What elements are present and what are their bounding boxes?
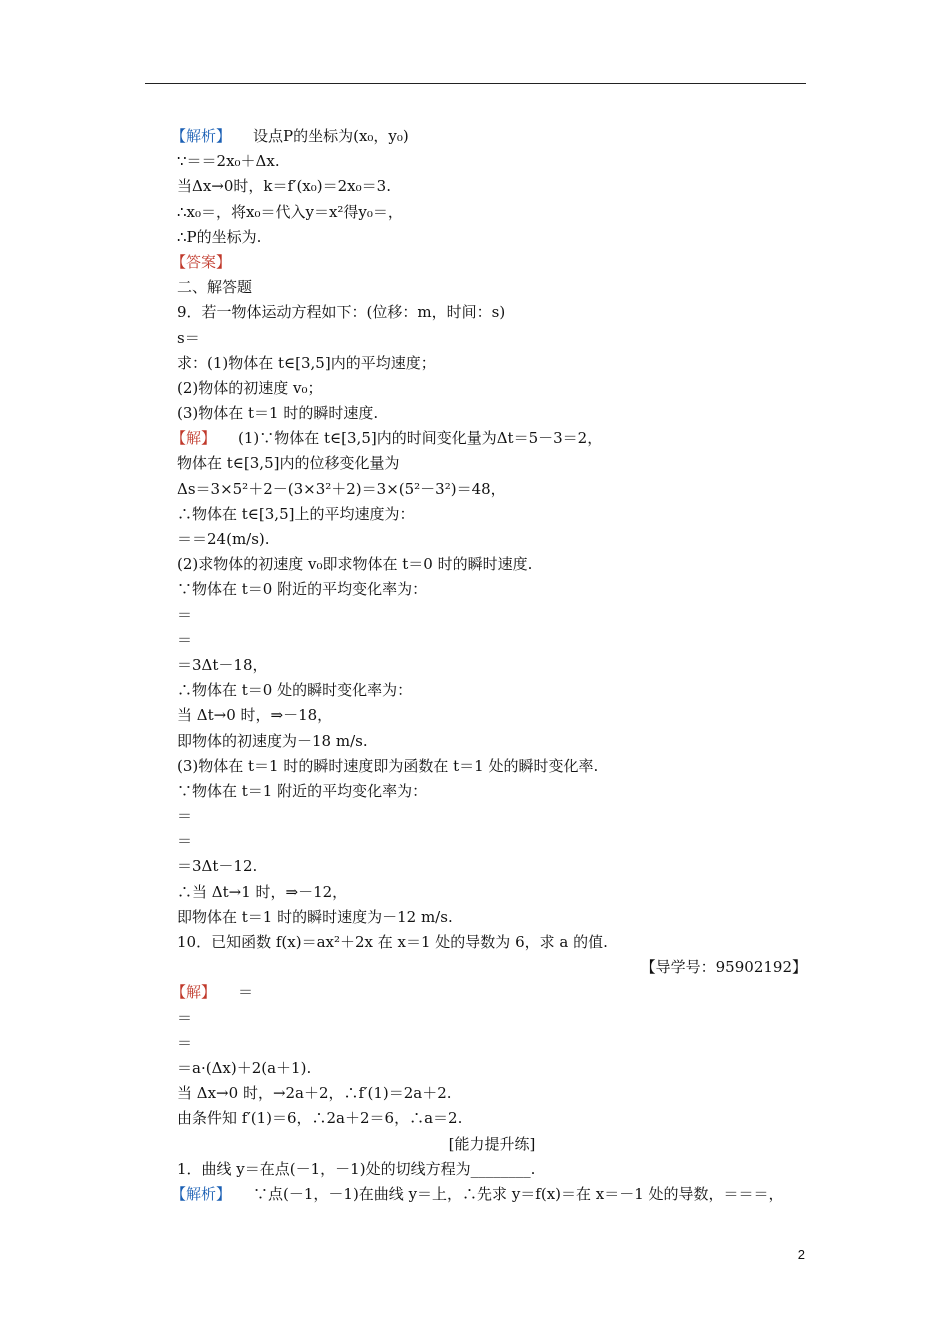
- line-text: 即物体的初速度为－18 m/s.: [177, 731, 368, 750]
- line-text: 物体在 t∈[3,5]内的位移变化量为: [177, 454, 400, 473]
- answer-tag: 【答案】: [171, 252, 232, 271]
- line-text: 由条件知 f′(1)＝6，∴2a＋2＝6，∴a＝2.: [177, 1109, 463, 1128]
- line-text: 10．已知函数 f(x)＝ax²＋2x 在 x＝1 处的导数为 6，求 a 的值.: [177, 933, 608, 951]
- line-text: ∵物体在 t＝1 附近的平均变化率为：: [177, 781, 428, 800]
- line-text: (1)∵物体在 t∈[3,5]内的时间变化量为Δt＝5－3＝2，: [238, 429, 603, 448]
- answer-tag: 【解】: [171, 429, 217, 448]
- line-text: ＝: [177, 605, 193, 624]
- text-line: [177, 225, 807, 250]
- text-line: [177, 854, 807, 879]
- line-text: (2)物体的初速度 v₀；: [177, 378, 323, 397]
- text-line: [177, 275, 807, 300]
- line-text: ∵点(－1，－1)在曲线 y＝上，∴先求 y＝f(x)＝在 x＝－1 处的导数，＝＝＝，: [253, 1184, 784, 1203]
- text-line: [177, 477, 807, 502]
- text-line: [177, 174, 807, 199]
- text-line: [177, 703, 807, 728]
- text-line: [177, 300, 807, 325]
- line-text: 9．若一物体运动方程如下：(位移：m，时间：s): [177, 303, 506, 322]
- line-text: (3)物体在 t＝1 时的瞬时速度即为函数在 t＝1 处的瞬时变化率.: [177, 756, 599, 775]
- line-text: ∴物体在 t∈[3,5]上的平均速度为：: [177, 504, 415, 523]
- line-text: ＝: [177, 807, 193, 826]
- text-line: [177, 779, 807, 804]
- line-text: 1．曲线 y＝在点(－1，－1)处的切线方程为________.: [177, 1159, 536, 1178]
- line-text: ∴当 Δt→1 时，⇒－12，: [177, 882, 348, 901]
- text-line: [177, 351, 807, 376]
- line-text: ＝＝24(m/s).: [177, 530, 270, 548]
- header-rule: [145, 83, 806, 84]
- text-line: [177, 1006, 807, 1031]
- line-text: ∴物体在 t＝0 处的瞬时变化率为：: [177, 681, 413, 700]
- text-line: [177, 754, 807, 779]
- line-text: (3)物体在 t＝1 时的瞬时速度.: [177, 404, 379, 423]
- line-text: ∵＝＝2x₀＋Δx.: [177, 152, 280, 171]
- line-text: 设点P的坐标为(x₀，y₀): [253, 127, 409, 145]
- line-text: ∴x₀＝，将x₀＝代入y＝x²得y₀＝，: [177, 202, 403, 221]
- text-line: [177, 1056, 807, 1081]
- line-text: (2)求物体的初速度 v₀即求物体在 t＝0 时的瞬时速度.: [177, 555, 533, 574]
- text-line: [177, 678, 807, 703]
- line-text: ＝: [177, 832, 193, 851]
- text-line: [177, 1106, 807, 1131]
- line-text: 当 Δx→0 时，→2a＋2，∴f′(1)＝2a＋2.: [177, 1084, 452, 1103]
- text-line: [177, 1081, 807, 1106]
- text-line: [177, 628, 807, 653]
- text-line: [171, 426, 807, 451]
- line-text: 即物体在 t＝1 时的瞬时速度为－12 m/s.: [177, 907, 453, 926]
- text-line: [177, 577, 807, 602]
- text-line: [177, 451, 807, 476]
- line-text: s＝: [177, 328, 200, 347]
- text-line: [177, 653, 807, 678]
- line-text: ＝: [177, 630, 193, 649]
- text-line: [177, 603, 807, 628]
- line-text: Δs＝3×5²＋2－(3×3²＋2)＝3×(5²－3²)＝48，: [177, 479, 506, 498]
- line-text: 【导学号：95902192】: [640, 958, 807, 977]
- document-body: [171, 124, 807, 1207]
- text-line: [177, 326, 807, 351]
- text-line: [177, 527, 807, 552]
- text-line: [177, 930, 807, 955]
- line-text: ＝3Δt－12.: [177, 857, 258, 876]
- text-line: [177, 401, 807, 426]
- text-line: [177, 729, 807, 754]
- text-line: [177, 502, 807, 527]
- line-text: ∴P的坐标为.: [177, 227, 262, 246]
- answer-tag: 【解析】: [171, 127, 232, 145]
- text-line: [177, 200, 807, 225]
- text-line: [177, 905, 807, 930]
- line-text: ＝: [177, 1008, 193, 1027]
- answer-tag: 【解】: [171, 983, 217, 1002]
- text-line: [177, 1031, 807, 1056]
- text-line: [177, 1132, 807, 1157]
- text-line: [177, 376, 807, 401]
- text-line: [177, 829, 807, 854]
- line-text: ＝a·(Δx)＋2(a＋1).: [177, 1058, 312, 1077]
- text-line: [171, 980, 807, 1005]
- line-text: ＝3Δt－18，: [177, 655, 268, 674]
- text-line: [171, 124, 807, 149]
- text-line: [177, 804, 807, 829]
- line-text: [能力提升练]: [448, 1134, 536, 1153]
- text-line: [177, 1157, 807, 1182]
- text-line: [177, 955, 807, 980]
- text-line: [177, 552, 807, 577]
- text-line: [177, 880, 807, 905]
- answer-tag: 【解析】: [171, 1184, 232, 1203]
- text-line: [171, 250, 807, 275]
- line-text: 二、解答题: [177, 278, 253, 297]
- text-line: [177, 149, 807, 174]
- line-text: ＝: [238, 983, 254, 1002]
- line-text: 当 Δt→0 时，⇒－18，: [177, 706, 333, 725]
- line-text: ∵物体在 t＝0 附近的平均变化率为：: [177, 580, 428, 599]
- line-text: ＝: [177, 1033, 193, 1052]
- line-text: 当Δx→0时，k＝f′(x₀)＝2x₀＝3.: [177, 177, 391, 196]
- page-number: 2: [797, 1247, 805, 1262]
- text-line: [171, 1182, 807, 1207]
- line-text: 求：(1)物体在 t∈[3,5]内的平均速度；: [177, 353, 436, 372]
